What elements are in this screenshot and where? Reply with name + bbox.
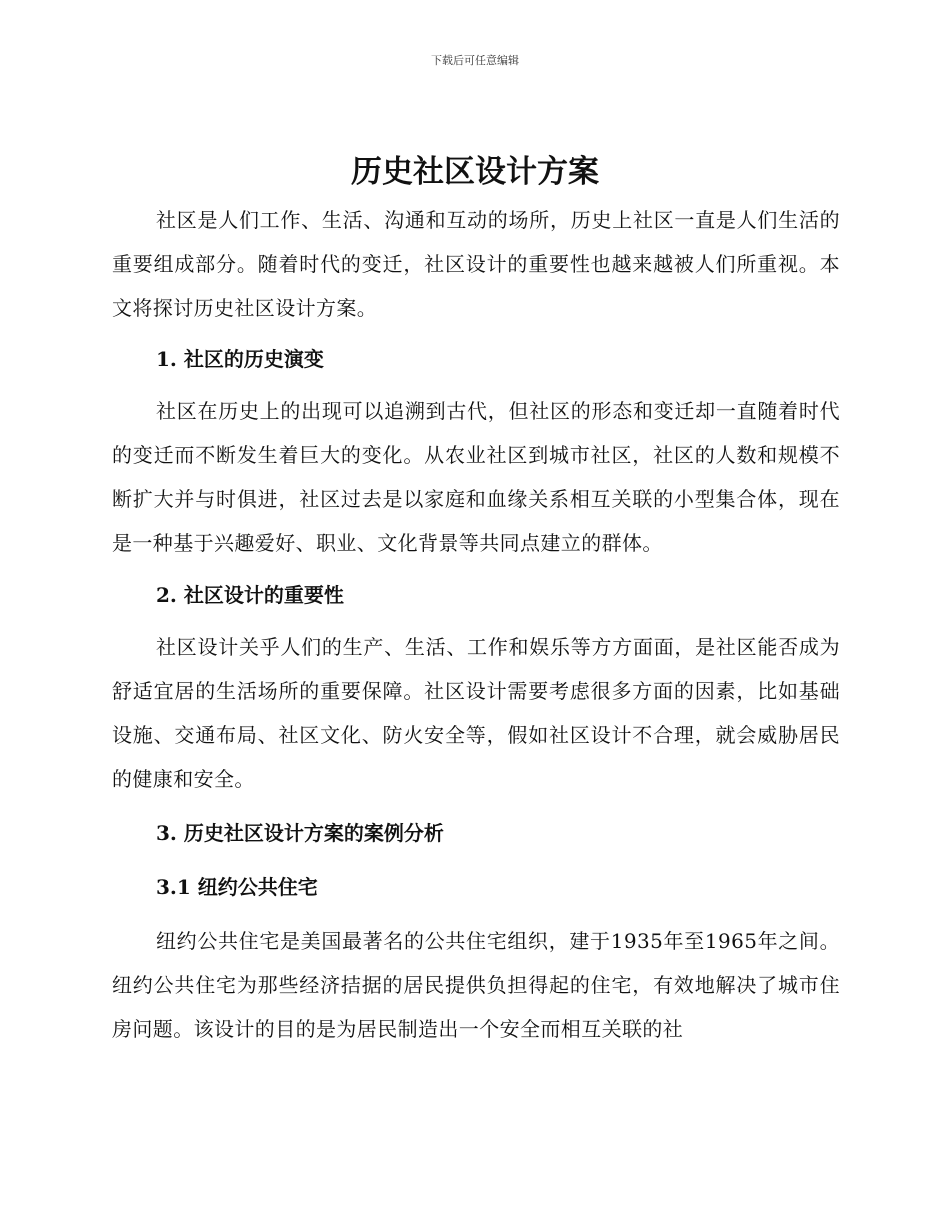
section-3-heading-block (112, 811, 840, 855)
section-2-body-block (112, 625, 840, 801)
subsection-3-1-heading-block (112, 865, 840, 909)
section-1-heading-block (112, 337, 840, 381)
document-title: 历史社区设计方案 (351, 154, 599, 190)
section-heading: 1. 社区的历史演变 (156, 347, 324, 371)
intro-block (112, 198, 840, 330)
intro-paragraph: 社区是人们工作、生活、沟通和互动的场所，历史上社区一直是人们生活的重要组成部分。随着时代的变迁，社区设计的重要性也越来越被人们所重视。本文将探讨历史社区设计方案。 (112, 208, 840, 320)
section-paragraph: 社区在历史上的出现可以追溯到古代，但社区的形态和变迁却一直随着时代的变迁而不断发生着巨大的变化。从农业社区到城市社区，社区的人数和规模不断扩大并与时俱进，社区过去是以家庭和血缘关系相互关联的小型集合体，现在是一种基于兴趣爱好、职业、文化背景等共同点建立的群体。 (112, 399, 840, 555)
section-2-heading-block (112, 573, 840, 617)
subsection-3-1-body-block (112, 919, 840, 1051)
page-header-note: 下载后可任意编辑 (431, 54, 519, 67)
subsection-heading: 3.1 纽约公共住宅 (156, 875, 318, 899)
section-heading: 3. 历史社区设计方案的案例分析 (156, 821, 444, 845)
subsection-paragraph: 纽约公共住宅是美国最著名的公共住宅组织，建于1935年至1965年之间。纽约公共住宅为那些经济拮据的居民提供负担得起的住宅，有效地解决了城市住房问题。该设计的目的是为居民制造出一个安全而相互关联的社 (112, 929, 840, 1041)
section-paragraph: 社区设计关乎人们的生产、生活、工作和娱乐等方方面面，是社区能否成为舒适宜居的生活场所的重要保障。社区设计需要考虑很多方面的因素，比如基础设施、交通布局、社区文化、防火安全等，假如社区设计不合理，就会威胁居民的健康和安全。 (112, 635, 840, 791)
section-heading: 2. 社区设计的重要性 (156, 583, 344, 607)
section-1-body-block (112, 389, 840, 565)
